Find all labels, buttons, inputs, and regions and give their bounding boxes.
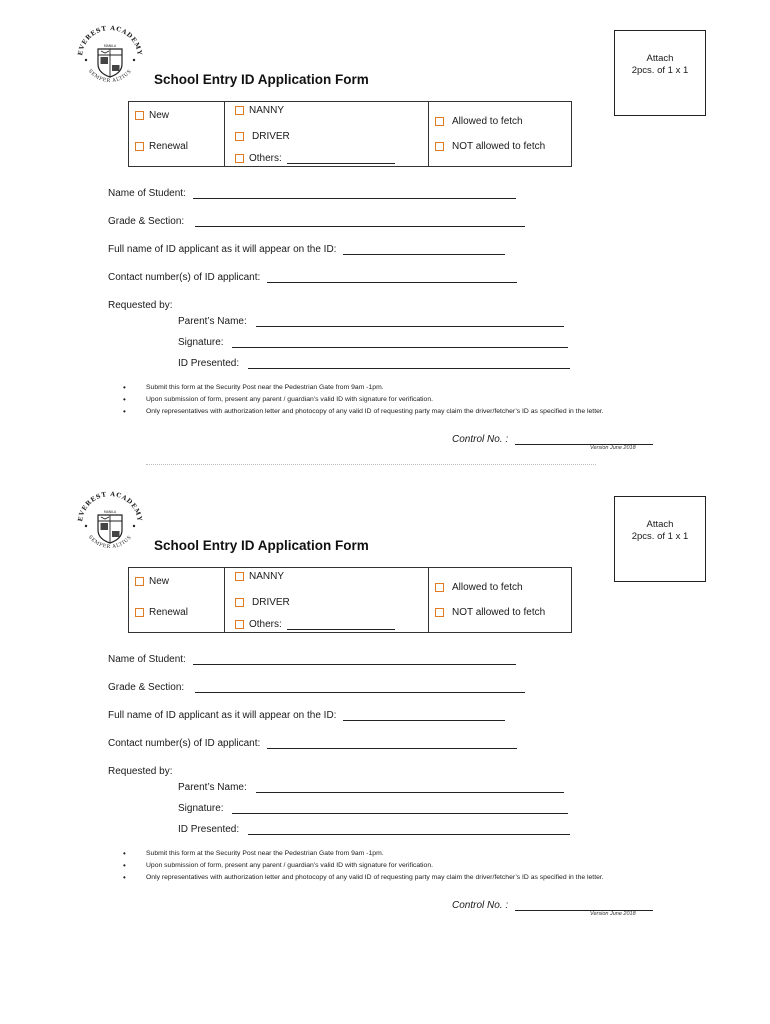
option-allowed-label: Allowed to fetch bbox=[452, 582, 523, 593]
note-text: Upon submission of form, present any parent / guardian’s valid ID with signature for verification. bbox=[146, 862, 433, 869]
option-allowed-label: Allowed to fetch bbox=[452, 116, 523, 127]
checkbox-icon[interactable] bbox=[435, 142, 444, 151]
checkbox-icon[interactable] bbox=[135, 142, 144, 151]
grade-input-line[interactable] bbox=[195, 682, 525, 693]
grade-input-line[interactable] bbox=[195, 216, 525, 227]
field-requested-label: Requested by: bbox=[108, 766, 173, 777]
field-student-label: Name of Student: bbox=[108, 654, 186, 665]
logo-sub: MANILA bbox=[103, 44, 117, 48]
option-renewal-label: Renewal bbox=[149, 607, 188, 618]
checkbox-icon[interactable] bbox=[235, 132, 244, 141]
field-requested bbox=[108, 766, 173, 777]
school-logo bbox=[74, 486, 146, 558]
attach-line2: 2pcs. of 1 x 1 bbox=[631, 65, 689, 76]
checkbox-icon[interactable] bbox=[235, 598, 244, 607]
control-number-input-line[interactable] bbox=[515, 900, 653, 911]
application-form-1 bbox=[0, 0, 770, 470]
version-text: Version June 2018 bbox=[590, 445, 636, 451]
checkbox-icon[interactable] bbox=[435, 117, 444, 126]
photo-attach-box bbox=[614, 496, 706, 582]
checkbox-icon[interactable] bbox=[435, 608, 444, 617]
option-renewal-label: Renewal bbox=[149, 141, 188, 152]
field-student-label: Name of Student: bbox=[108, 188, 186, 199]
logo-arc-top: EVEREST ACADEMY bbox=[77, 24, 143, 57]
checkbox-icon[interactable] bbox=[235, 572, 244, 581]
field-requested bbox=[108, 300, 173, 311]
others-input-line[interactable] bbox=[287, 619, 395, 630]
field-signature-label: Signature: bbox=[178, 803, 224, 814]
option-renewal[interactable] bbox=[135, 607, 188, 618]
instructions-list bbox=[120, 383, 690, 419]
logo-arc-bottom: SEMPER ALTIUS bbox=[86, 534, 134, 551]
option-new[interactable] bbox=[135, 576, 169, 587]
checkbox-icon[interactable] bbox=[235, 620, 244, 629]
id-presented-input-line[interactable] bbox=[248, 358, 570, 369]
field-student bbox=[108, 188, 516, 199]
option-others[interactable] bbox=[235, 619, 395, 630]
fullname-input-line[interactable] bbox=[343, 244, 505, 255]
parent-input-line[interactable] bbox=[256, 782, 564, 793]
options-table bbox=[128, 567, 572, 633]
options-table bbox=[128, 101, 572, 167]
list-item: • Only representatives with authorization letter and photocopy of any valid ID of requesting party may claim the driver/fetcher’s ID as specified in the letter. bbox=[123, 873, 604, 882]
student-input-line[interactable] bbox=[193, 654, 516, 665]
option-renewal[interactable] bbox=[135, 141, 188, 152]
option-nanny[interactable] bbox=[235, 571, 284, 582]
field-contact-label: Contact number(s) of ID applicant: bbox=[108, 738, 261, 749]
option-driver[interactable] bbox=[235, 131, 290, 142]
instructions-list bbox=[120, 849, 690, 885]
field-signature-label: Signature: bbox=[178, 337, 224, 348]
field-id-presented-label: ID Presented: bbox=[178, 358, 240, 369]
note-text: Submit this form at the Security Post near the Pedestrian Gate from 9am -1pm. bbox=[146, 384, 384, 391]
field-fullname-label: Full name of ID applicant as it will appear on the ID: bbox=[108, 710, 337, 721]
signature-input-line[interactable] bbox=[232, 803, 568, 814]
logo-sub: MANILA bbox=[103, 510, 117, 514]
field-id-presented-label: ID Presented: bbox=[178, 824, 240, 835]
field-parent-label: Parent’s Name: bbox=[178, 782, 247, 793]
attach-line1: Attach bbox=[646, 53, 674, 64]
version-text: Version June 2018 bbox=[590, 911, 636, 917]
option-driver-label: DRIVER bbox=[252, 597, 290, 608]
option-nanny[interactable] bbox=[235, 105, 284, 116]
field-signature bbox=[178, 803, 568, 814]
field-signature bbox=[178, 337, 568, 348]
list-item: • Submit this form at the Security Post near the Pedestrian Gate from 9am -1pm. bbox=[123, 383, 384, 392]
note-text: Only representatives with authorization letter and photocopy of any valid ID of requesting party may claim the driver/fetcher’s ID as specified in the letter. bbox=[146, 408, 604, 415]
option-not-allowed-label: NOT allowed to fetch bbox=[452, 141, 546, 152]
control-number bbox=[452, 900, 653, 911]
option-not-allowed[interactable] bbox=[435, 141, 545, 152]
option-not-allowed-label: NOT allowed to fetch bbox=[452, 607, 546, 618]
list-item: • Upon submission of form, present any parent / guardian’s valid ID with signature for verification. bbox=[123, 395, 433, 404]
signature-input-line[interactable] bbox=[232, 337, 568, 348]
field-grade-label: Grade & Section: bbox=[108, 216, 185, 227]
field-fullname-label: Full name of ID applicant as it will appear on the ID: bbox=[108, 244, 337, 255]
control-number-label: Control No. : bbox=[452, 434, 509, 445]
student-input-line[interactable] bbox=[193, 188, 516, 199]
logo-arc-bottom: SEMPER ALTIUS bbox=[86, 68, 134, 85]
school-logo bbox=[74, 20, 146, 92]
option-driver[interactable] bbox=[235, 597, 290, 608]
field-student bbox=[108, 654, 516, 665]
photo-attach-box bbox=[614, 30, 706, 116]
attach-line1: Attach bbox=[646, 519, 674, 530]
application-form-2 bbox=[0, 466, 770, 936]
list-item: • Submit this form at the Security Post near the Pedestrian Gate from 9am -1pm. bbox=[123, 849, 384, 858]
note-text: Submit this form at the Security Post near the Pedestrian Gate from 9am -1pm. bbox=[146, 850, 384, 857]
contact-input-line[interactable] bbox=[267, 272, 517, 283]
checkbox-icon[interactable] bbox=[135, 111, 144, 120]
option-others[interactable] bbox=[235, 153, 395, 164]
control-number bbox=[452, 434, 653, 445]
note-text: Upon submission of form, present any parent / guardian’s valid ID with signature for verification. bbox=[146, 396, 433, 403]
option-new-label: New bbox=[149, 110, 170, 121]
field-requested-label: Requested by: bbox=[108, 300, 173, 311]
attach-line2: 2pcs. of 1 x 1 bbox=[631, 531, 689, 542]
option-new-label: New bbox=[149, 576, 170, 587]
logo-arc-top: EVEREST ACADEMY bbox=[77, 490, 143, 523]
form-title: School Entry ID Application Form bbox=[154, 72, 369, 87]
checkbox-icon[interactable] bbox=[135, 577, 144, 586]
checkbox-icon[interactable] bbox=[235, 106, 244, 115]
field-contact bbox=[108, 272, 517, 283]
field-contact bbox=[108, 738, 517, 749]
form-title: School Entry ID Application Form bbox=[154, 538, 369, 553]
checkbox-icon[interactable] bbox=[235, 154, 244, 163]
option-others-label: Others: bbox=[249, 619, 282, 630]
option-not-allowed[interactable] bbox=[435, 607, 545, 618]
field-id-presented bbox=[178, 824, 570, 835]
field-grade-label: Grade & Section: bbox=[108, 682, 185, 693]
control-number-input-line[interactable] bbox=[515, 434, 653, 445]
field-grade bbox=[108, 216, 525, 227]
checkbox-icon[interactable] bbox=[435, 583, 444, 592]
parent-input-line[interactable] bbox=[256, 316, 564, 327]
field-fullname bbox=[108, 710, 505, 721]
field-parent-label: Parent’s Name: bbox=[178, 316, 247, 327]
field-parent bbox=[178, 782, 564, 793]
field-grade bbox=[108, 682, 525, 693]
option-driver-label: DRIVER bbox=[252, 131, 290, 142]
option-nanny-label: NANNY bbox=[249, 105, 285, 116]
others-input-line[interactable] bbox=[287, 153, 395, 164]
note-text: Only representatives with authorization letter and photocopy of any valid ID of requesting party may claim the driver/fetcher’s ID as specified in the letter. bbox=[146, 874, 604, 881]
cut-line bbox=[146, 464, 596, 465]
option-allowed[interactable] bbox=[435, 116, 523, 127]
option-allowed[interactable] bbox=[435, 582, 523, 593]
option-others-label: Others: bbox=[249, 153, 282, 164]
field-id-presented bbox=[178, 358, 570, 369]
option-new[interactable] bbox=[135, 110, 169, 121]
field-fullname bbox=[108, 244, 505, 255]
control-number-label: Control No. : bbox=[452, 900, 509, 911]
checkbox-icon[interactable] bbox=[135, 608, 144, 617]
list-item: • Only representatives with authorization letter and photocopy of any valid ID of requesting party may claim the driver/fetcher’s ID as specified in the letter. bbox=[123, 407, 604, 416]
id-presented-input-line[interactable] bbox=[248, 824, 570, 835]
contact-input-line[interactable] bbox=[267, 738, 517, 749]
field-contact-label: Contact number(s) of ID applicant: bbox=[108, 272, 261, 283]
fullname-input-line[interactable] bbox=[343, 710, 505, 721]
option-nanny-label: NANNY bbox=[249, 571, 285, 582]
field-parent bbox=[178, 316, 564, 327]
list-item: • Upon submission of form, present any parent / guardian’s valid ID with signature for verification. bbox=[123, 861, 433, 870]
